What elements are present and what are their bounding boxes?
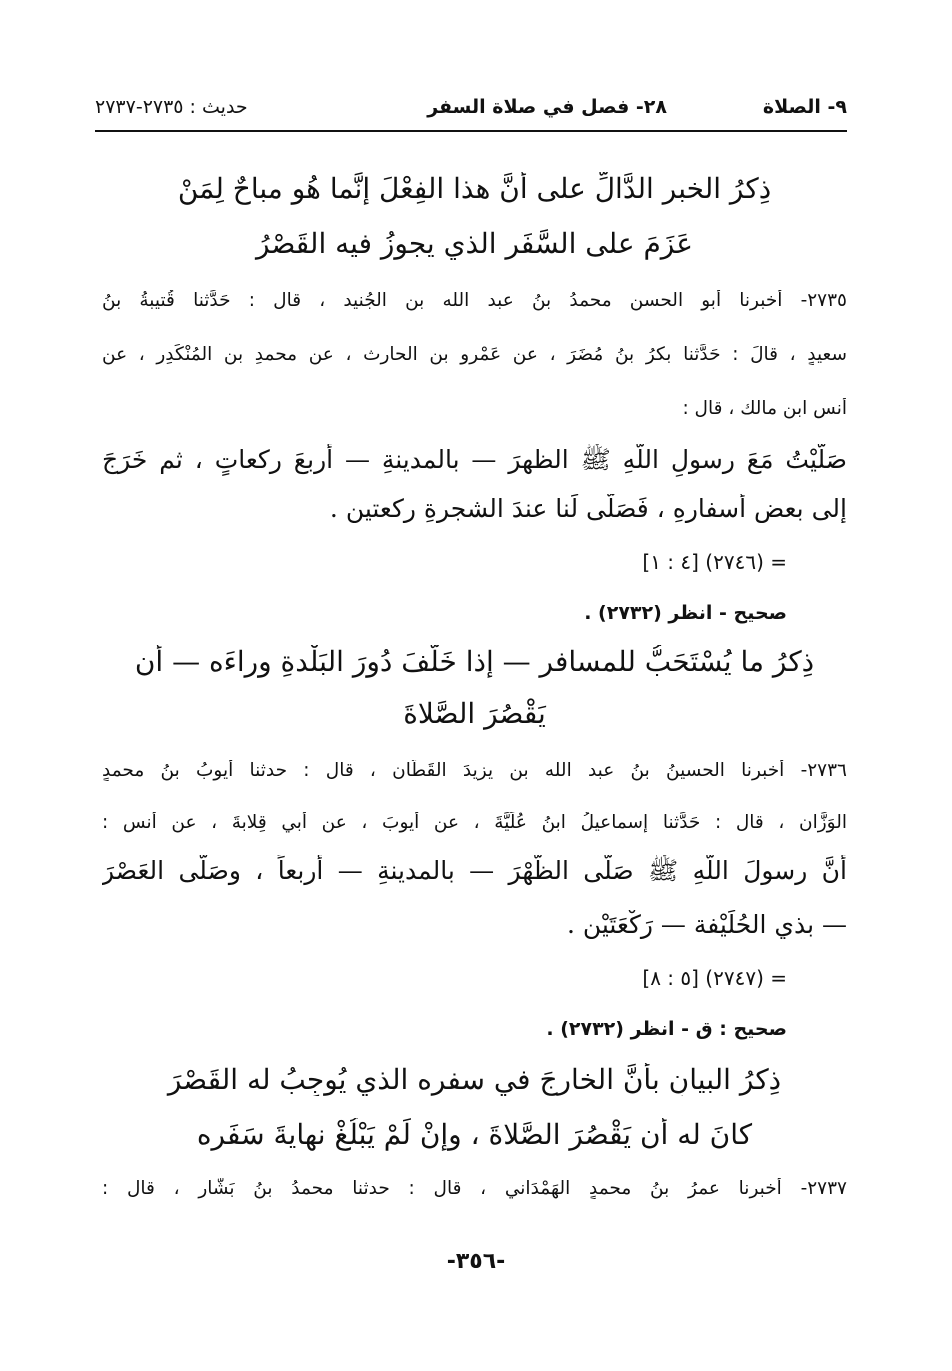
header-hadith-range: حديث : ٢٧٣٥-٢٧٣٧ bbox=[95, 96, 248, 118]
chapter-heading-line: ذِكرُ ما يُسْتَحَبُّ للمسافرِ — إذا خَلَّفَ دُورَ البَلْدةِ وراءَه — أن bbox=[134, 645, 815, 678]
isnad-line: ٢٧٣٥- أخبرنا أبو الحسنِ محمدُ بنُ عبد الله بنِ الجُنيد ، قال : حَدَّثنا قُتيبةُ بنُ bbox=[102, 290, 847, 311]
isnad-line: ٢٧٣٦- أخبرنا الحسينُ بنُ عبد الله بنِ يزيدَ القَطَّان ، قال : حدثنا أيوبُ بنُ محمدٍ bbox=[102, 760, 847, 781]
grading-note: صحيح : ق - انظر (٢٧٣٢) . bbox=[546, 1018, 787, 1040]
chapter-heading-line: ذِكرُ البيانِ بأنَّ الخارجَ في سفره الذي يُوجِبُ له القَصْرَ bbox=[167, 1063, 782, 1096]
header-section: ٢٨- فصل في صلاة السفر bbox=[427, 96, 667, 118]
chapter-heading-line: يَقْصُرَ الصَّلاةَ bbox=[403, 697, 546, 730]
header-chapter: ٩- الصلاة bbox=[762, 96, 847, 118]
matn-line: صَلَّيْتُ مَعَ رسولِ اللّهِ ﷺ الظهرَ — بالمدينةِ — أربعَ ركعاتٍ ، ثم خَرَجَ bbox=[102, 445, 847, 474]
chapter-heading-line: كانَ له أن يَقْصُرَ الصَّلاةَ ، وإنْ لَمْ يَبْلُغْ نهايةَ سَفَرِه bbox=[196, 1118, 753, 1151]
header-rule bbox=[95, 130, 847, 132]
cross-reference: = (٢٧٤٦) [٤ : ١] bbox=[642, 550, 787, 574]
page-number: -٣٥٦- bbox=[446, 1249, 506, 1274]
chapter-heading-line: ذِكرُ الخبرِ الدَّالِّ على أنَّ هذا الفِعْلَ إنَّما هُو مباحٌ لِمَنْ bbox=[177, 172, 772, 205]
cross-reference: = (٢٧٤٧) [٥ : ٨] bbox=[642, 966, 787, 990]
matn-line: أنَّ رسولَ اللّهِ ﷺ صَلَّى الظُّهْرَ — بالمدينةِ — أربعاً ، وصَلَّى العَصْرَ bbox=[102, 856, 847, 885]
grading-note: صحيح - انظر (٢٧٣٢) . bbox=[584, 602, 787, 624]
matn-line: — بذي الحُلَيْفة — رَكْعَتَيْنِ . bbox=[566, 910, 847, 939]
matn-line: إلى بعضِ أسفارِهِ ، فَصَلَّى لَنا عندَ الشجرةِ ركعتينِ . bbox=[329, 494, 847, 523]
running-header bbox=[95, 96, 847, 124]
isnad-line: الوَزَّان ، قال : حَدَّثنا إسماعيلُ ابنُ عُلَيَّةَ ، عن أيوبَ ، عن أبي قِلابةَ ، عن أنسٍ : bbox=[102, 812, 847, 833]
isnad-line: أنسِ ابنِ مالك ، قال : bbox=[682, 398, 847, 419]
isnad-line: ٢٧٣٧- أخبرنا عمرُ بنُ محمدٍ الهَمْدَاني ، قال : حدثنا محمدُ بنُ بَشَّار ، قال : bbox=[102, 1178, 847, 1199]
chapter-heading-line: عَزَمَ على السَّفَرِ الذي يجوزُ فيه القَصْرُ bbox=[256, 227, 693, 260]
isnad-line: سعيدٍ ، قالَ : حَدَّثنا بكرُ بنُ مُضَرَ ، عن عَمْرو بنِ الحارث ، عن محمدِ بنِ المُنْكَدِرِ ، عن bbox=[102, 344, 847, 365]
